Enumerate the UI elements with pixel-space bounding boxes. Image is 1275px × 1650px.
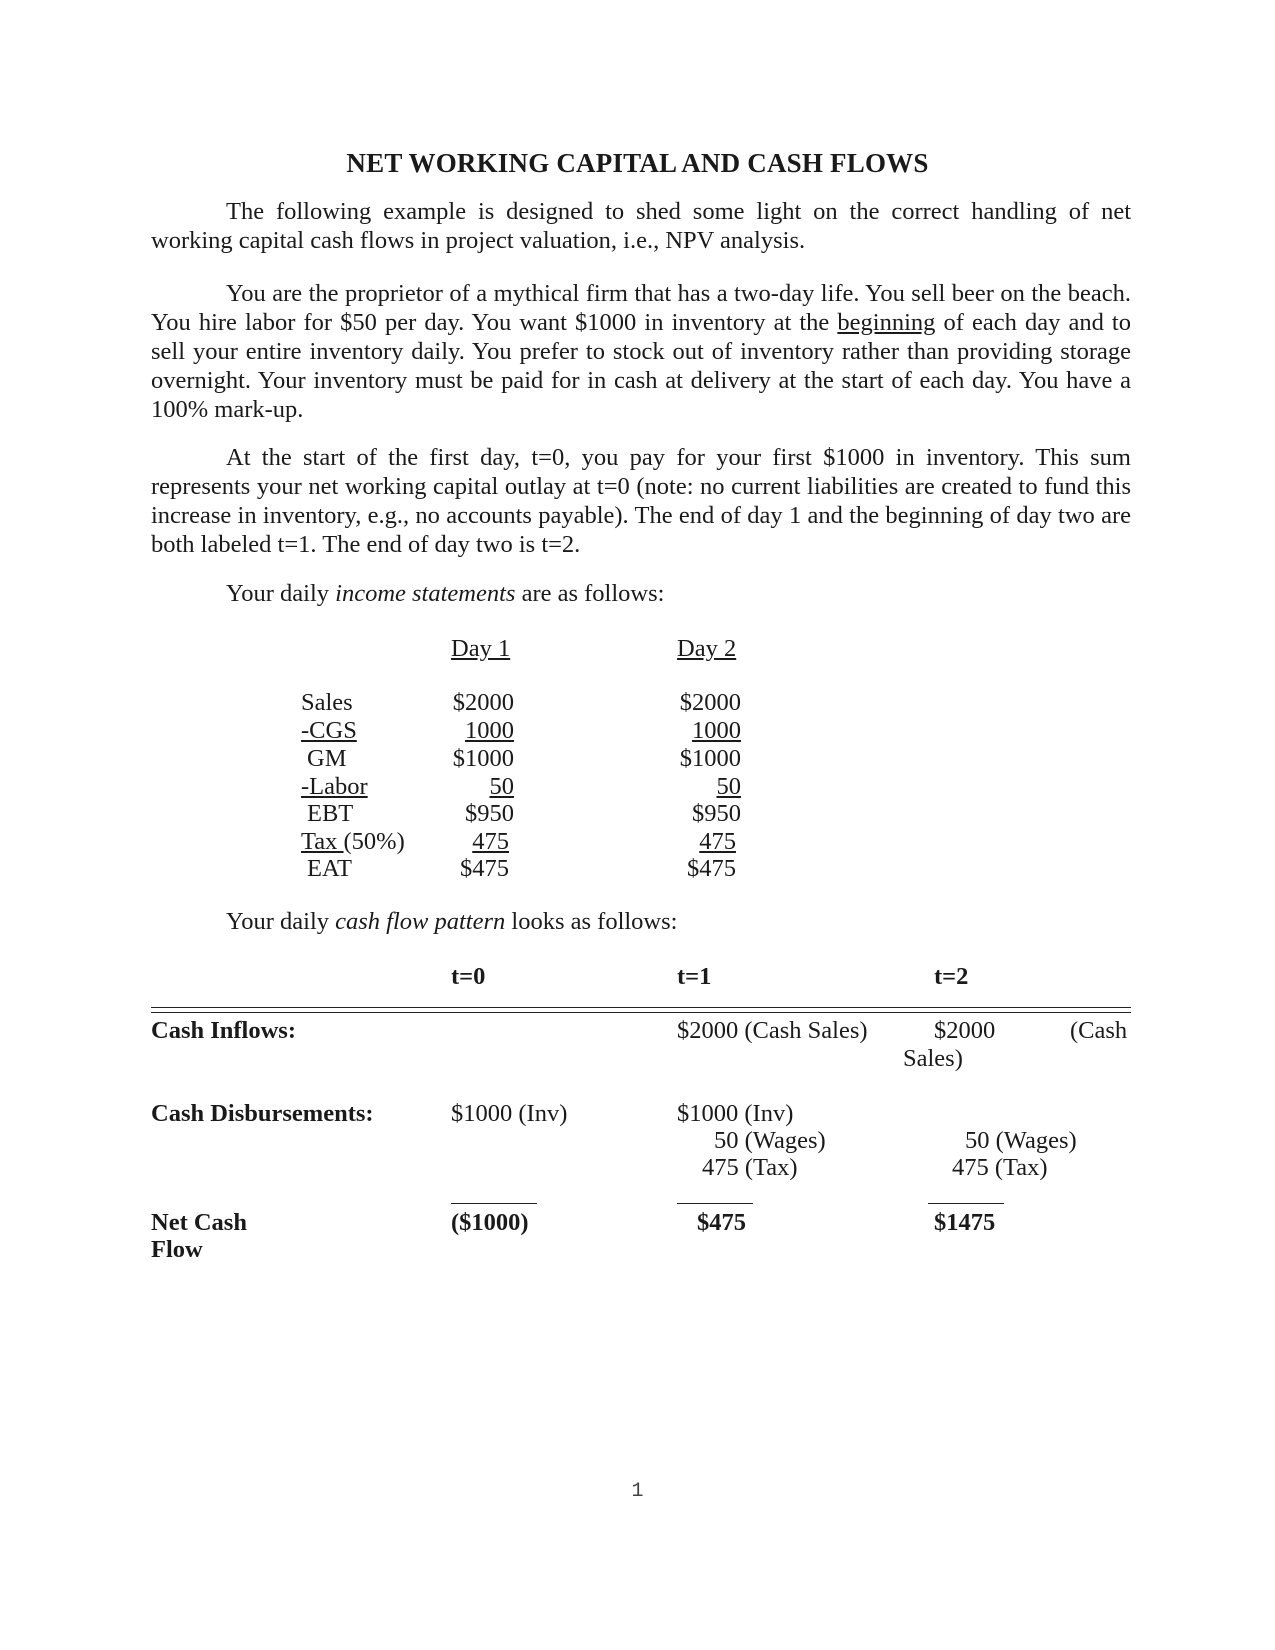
t1-disbursement-tax: 475 (Tax) [702, 1154, 798, 1181]
t2-disbursement-wages: 50 (Wages) [965, 1127, 1077, 1154]
page-number: 1 [631, 1480, 644, 1503]
t0-net-cash-flow: ($1000) [451, 1209, 529, 1236]
t1-sum-rule [677, 1203, 753, 1204]
t1-disbursement-wages: 50 (Wages) [714, 1127, 826, 1154]
income-statement-intro: Your daily income statements are as follows: [226, 580, 665, 607]
day2-eat: $475 [687, 855, 736, 882]
net-cash-flow-label-cont: Flow [151, 1236, 203, 1263]
day1-gm: $1000 [452, 745, 514, 772]
day2-ebt: $950 [692, 800, 741, 827]
row-label-sales: Sales [301, 689, 353, 716]
header-rule-top [151, 1007, 1131, 1008]
t2-disbursement-tax: 475 (Tax) [952, 1154, 1048, 1181]
row-label-eat: EAT [307, 855, 352, 882]
t0-sum-rule [451, 1203, 537, 1204]
t2-inflow-amount: $2000 [934, 1017, 996, 1044]
row-label-tax: Tax (50%) [301, 828, 405, 855]
day2-sales: $2000 [679, 689, 741, 716]
timeline-paragraph: At the start of the first day, t=0, you pay for your first $1000 in inventory. This sum represents your net working capital outlay at t=0 (note: no current liabilities are created to fund this increase in inventory, e.g., no accounts payable). The end of day 1 and the beginning of day two are both labeled t=1. The end of day two is t=2. [151, 444, 1131, 558]
t2-inflow-note: (Cash [1070, 1017, 1128, 1044]
t1-net-cash-flow: $475 [697, 1209, 746, 1236]
day1-cgs: 1000 [465, 717, 514, 744]
header-rule-bottom [151, 1012, 1131, 1013]
beginning-emphasis: beginning [837, 309, 936, 336]
page-title: NET WORKING CAPITAL AND CASH FLOWS [346, 148, 929, 178]
income-statements-emphasis: income statements [335, 580, 516, 607]
t2-net-cash-flow: $1475 [934, 1209, 996, 1236]
row-label-gm: GM [307, 745, 347, 772]
day1-ebt: $950 [465, 800, 514, 827]
day2-tax: 475 [699, 828, 736, 855]
column-header-t1: t=1 [677, 963, 712, 990]
intro-paragraph: The following example is designed to shed some light on the correct handling of net working capital cash flows in project valuation, i.e., NPV analysis. [151, 198, 1131, 254]
cash-inflows-label: Cash Inflows: [151, 1017, 296, 1044]
row-label-cgs: -CGS [301, 717, 357, 744]
cash-disbursements-label: Cash Disbursements: [151, 1100, 374, 1127]
t0-disbursement: $1000 (Inv) [451, 1100, 568, 1127]
day2-gm: $1000 [679, 745, 741, 772]
row-label-labor: -Labor [301, 773, 368, 800]
column-header-day-2: Day 2 [677, 635, 737, 662]
column-header-t2: t=2 [934, 963, 969, 990]
t1-disbursement-inventory: $1000 (Inv) [677, 1100, 794, 1127]
column-header-t0: t=0 [451, 963, 486, 990]
day1-tax: 475 [472, 828, 509, 855]
t2-sum-rule [928, 1203, 1004, 1204]
day2-labor: 50 [716, 773, 741, 800]
cash-flow-intro: Your daily cash flow pattern looks as follows: [226, 908, 678, 935]
cash-flow-pattern-emphasis: cash flow pattern [335, 908, 506, 935]
net-cash-flow-label: Net Cash [151, 1209, 247, 1236]
column-header-day-1: Day 1 [451, 635, 511, 662]
t2-inflow-note-cont: Sales) [903, 1045, 963, 1072]
day1-sales: $2000 [452, 689, 514, 716]
t1-inflow: $2000 (Cash Sales) [677, 1017, 868, 1044]
scenario-paragraph: You are the proprietor of a mythical firm that has a two-day life. You sell beer on the beach. You hire labor for $50 per day. You want $1000 in inventory at the beginning of each day and to sell your entire inventory daily. You prefer to stock out of inventory rather than providing storage overnight. Your inventory must be paid for in cash at delivery at the start of each day. You have a 100% mark-up. [151, 280, 1131, 423]
row-label-ebt: EBT [307, 800, 354, 827]
day1-eat: $475 [460, 855, 509, 882]
day2-cgs: 1000 [692, 717, 741, 744]
day1-labor: 50 [489, 773, 514, 800]
